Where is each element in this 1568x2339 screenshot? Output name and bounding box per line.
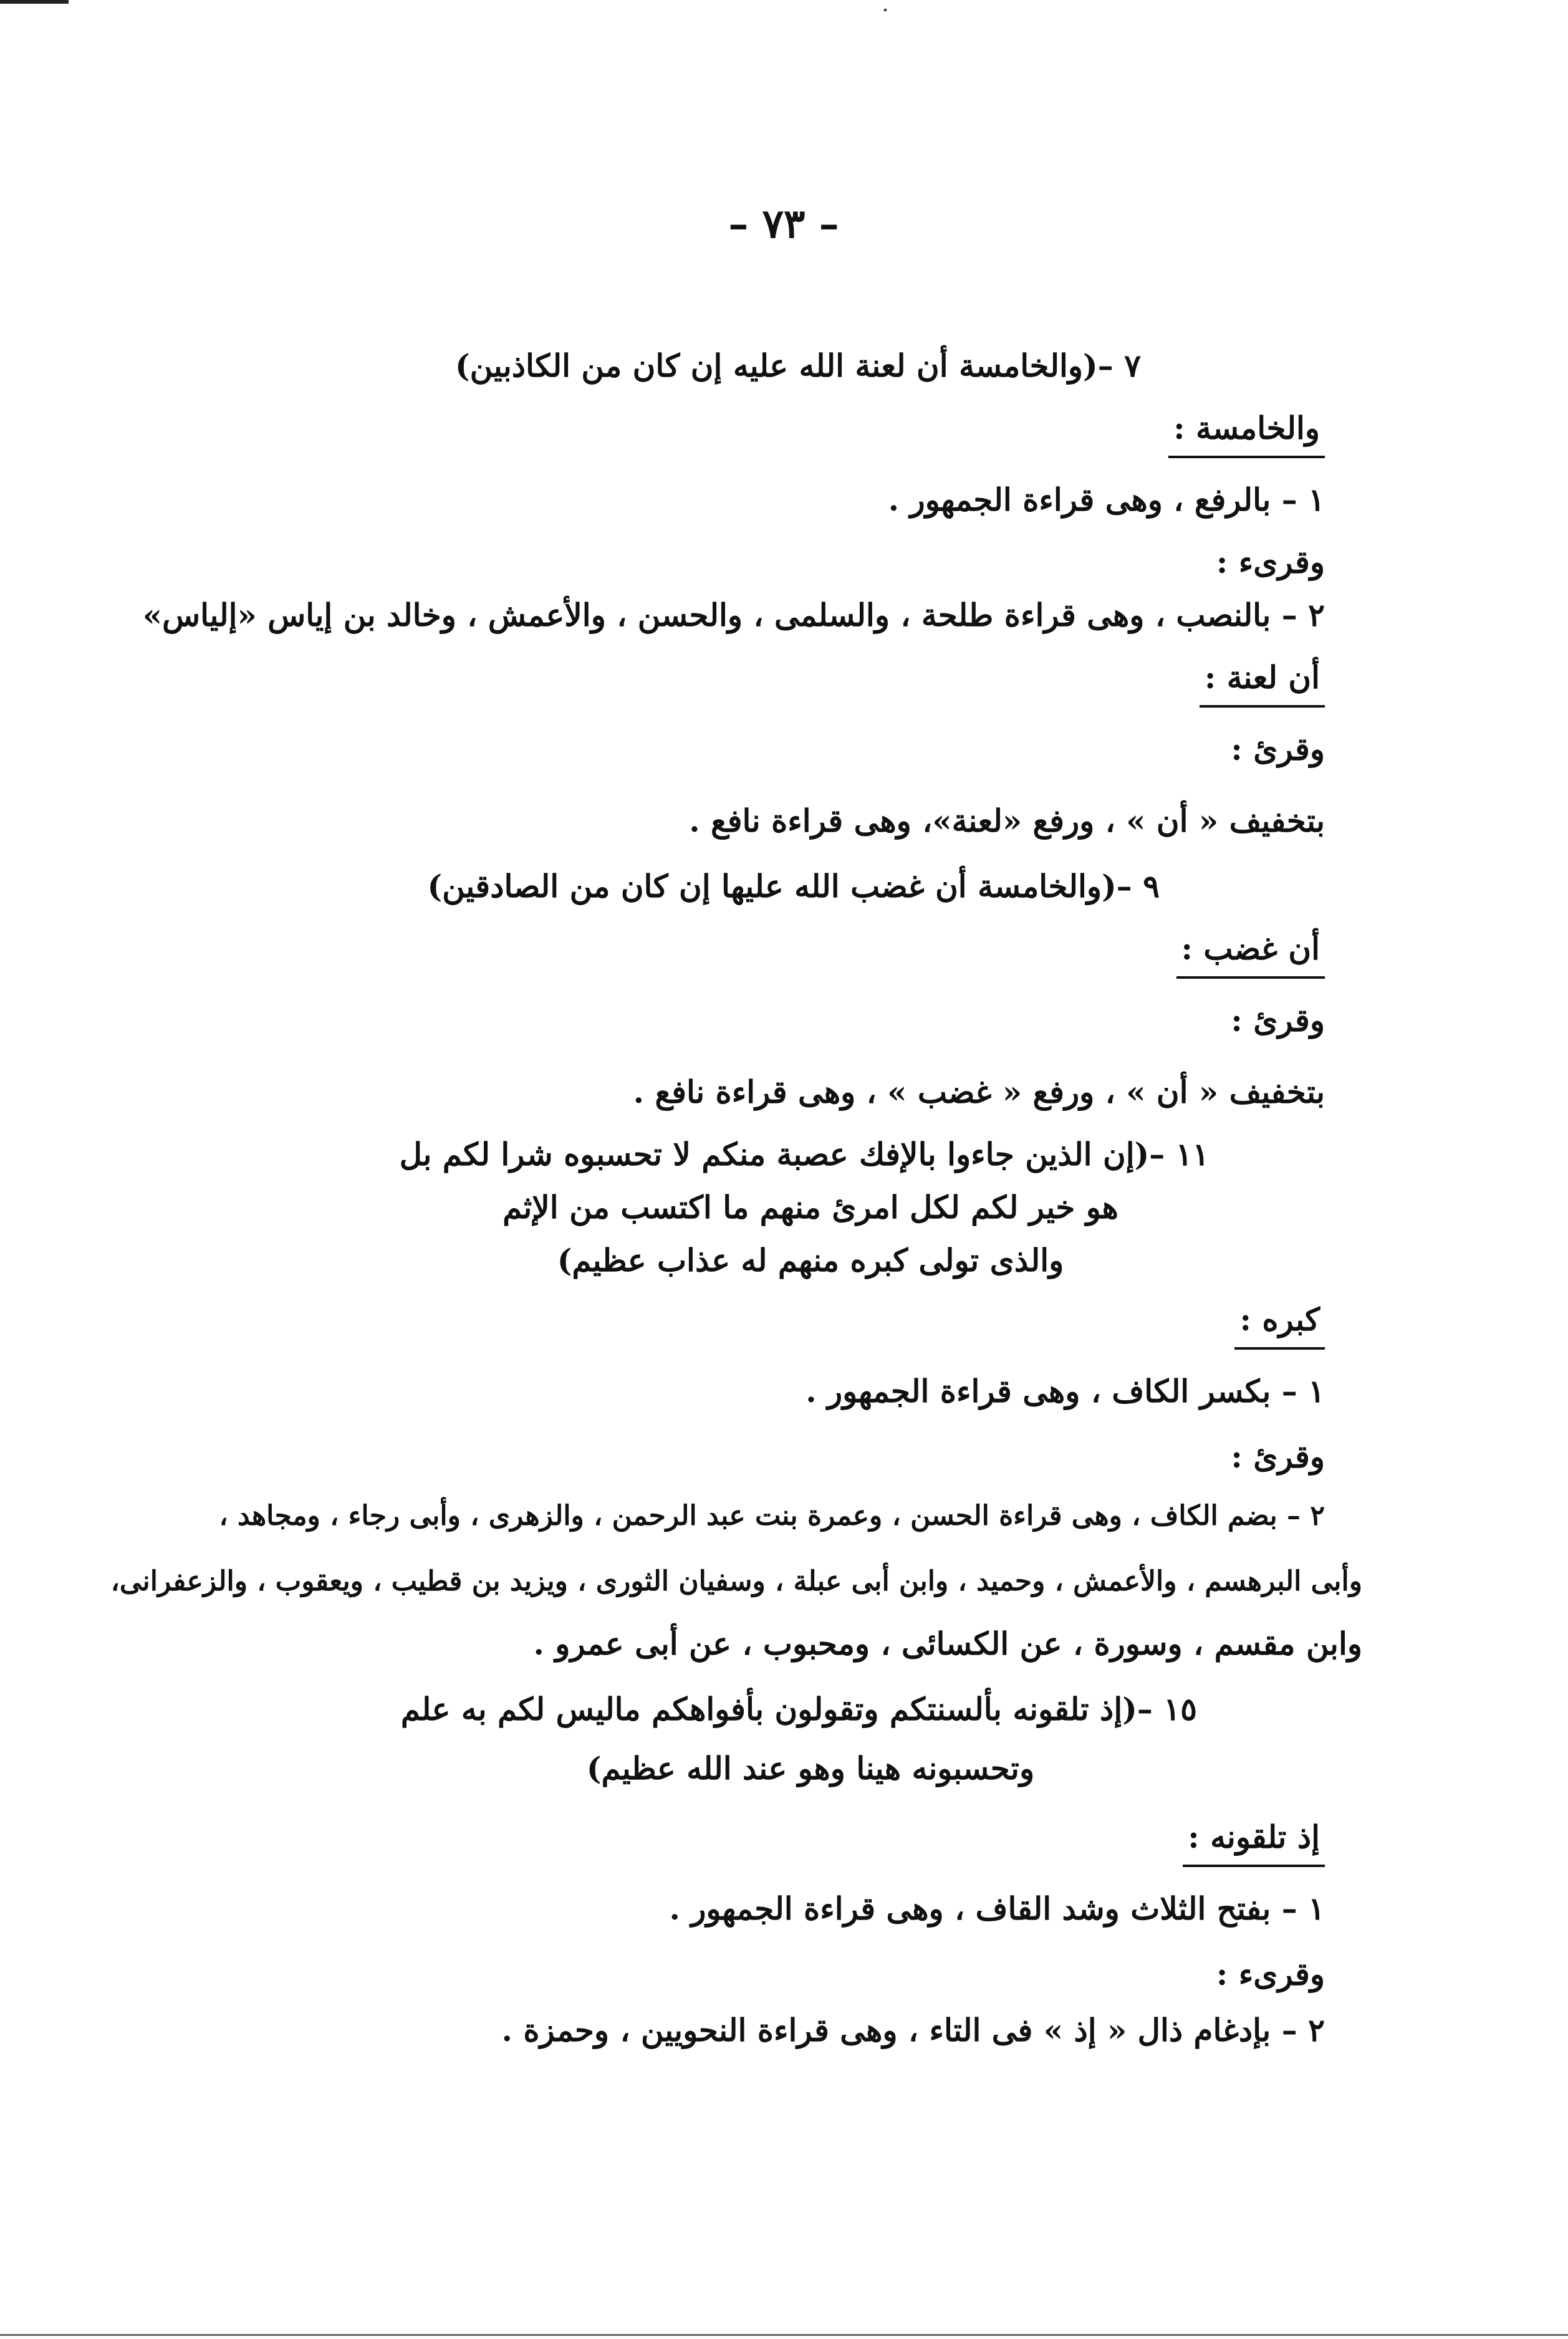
reading-line: ٢ – بضم الكاف ، وهى قراءة الحسن ، وعمرة بنت عبد الرحمن ، والزهرى ، وأبى رجاء ، ومجاهد ، (219, 1500, 1325, 1532)
section-heading: أن لعنة : (1200, 658, 1325, 704)
section-heading: أن غضب : (1176, 929, 1325, 975)
reading-label: وقرىء : (1216, 544, 1325, 580)
top-edge-rule (0, 0, 69, 4)
section-heading: كبره : (1234, 1300, 1325, 1346)
section-heading: والخامسة : (1168, 408, 1325, 454)
reading-line: بتخفيف « أن » ، ورفع « غضب » ، وهى قراءة نافع . (633, 1073, 1325, 1110)
reading-line: ١ – بالرفع ، وهى قراءة الجمهور . (888, 481, 1325, 518)
page-number: – ٧٣ – (728, 201, 839, 247)
reading-line: ١ – بفتح الثلاث وشد القاف ، وهى قراءة الجمهور . (669, 1890, 1325, 1927)
reading-line: وأبى البرهسم ، والأعمش ، وحميد ، وابن أبى عبلة ، وسفيان الثورى ، ويزيد بن قطيب ، ويعقوب ، والزعفرانى، (110, 1565, 1362, 1597)
reading-line: وابن مقسم ، وسورة ، عن الكسائى ، ومحبوب ، عن أبى عمرو . (533, 1625, 1362, 1662)
reading-line: ٢ – بالنصب ، وهى قراءة طلحة ، والسلمى ، والحسن ، والأعمش ، وخالد بن إياس «إلياس» (142, 597, 1325, 633)
verse-line: والذى تولى كبره منهم له عذاب عظيم) (557, 1242, 1064, 1279)
reading-label: وقرئ : (1231, 1002, 1325, 1039)
reading-line: ١ – بكسر الكاف ، وهى قراءة الجمهور . (806, 1373, 1325, 1410)
verse-line: ١٥ –(إذ تلقونه بألسنتكم وتقولون بأفواهكم ماليس لكم به علم (400, 1691, 1197, 1727)
bottom-edge-rule (0, 2334, 1568, 2336)
verse-line: ١١ –(إن الذين جاءوا بالإفك عصبة منكم لا تحسبوه شرا لكم بل (399, 1136, 1210, 1173)
reading-line: بتخفيف « أن » ، ورفع «لعنة»، وهى قراءة نافع . (689, 802, 1325, 839)
reading-label: وقرئ : (1231, 1438, 1325, 1475)
section-heading: إذ تلقونه : (1183, 1817, 1325, 1863)
reading-label: وقرئ : (1231, 731, 1325, 767)
verse-line: وتحسبونه هينا وهو عند الله عظيم) (586, 1750, 1035, 1787)
scan-speck (884, 9, 887, 11)
reading-line: ٢ – بإدغام ذال « إذ » فى التاء ، وهى قراءة النحويين ، وحمزة . (501, 2012, 1325, 2048)
verse-line: ٧ –(والخامسة أن لعنة الله عليه إن كان من الكاذبين) (455, 347, 1141, 384)
verse-line: هو خير لكم لكل امرئ منهم ما اكتسب من الإثم (503, 1189, 1118, 1226)
verse-line: ٩ –(والخامسة أن غضب الله عليها إن كان من الصادقين) (427, 868, 1160, 905)
reading-label: وقرىء : (1216, 1956, 1325, 1992)
